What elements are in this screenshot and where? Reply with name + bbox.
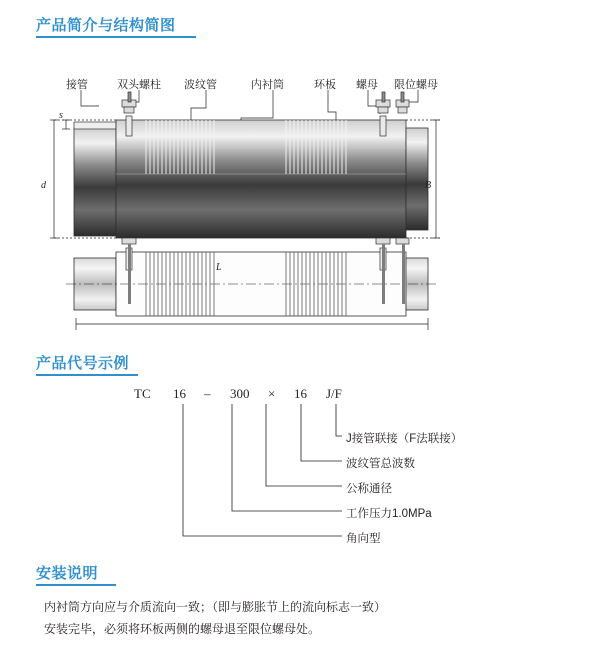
section-underline-code (36, 374, 138, 376)
callout-label-neichentong: 内衬筒 (251, 79, 284, 91)
dim-label-B: B (425, 180, 432, 191)
section-title-intro: 产品简介与结构简图 (36, 17, 176, 34)
code-token-times: × (268, 386, 276, 401)
section-underline-intro (36, 36, 196, 38)
code-token-300: 300 (230, 386, 250, 401)
code-note-bowen-bo-shu: 波纹管总波数 (346, 458, 415, 470)
code-note-gongcheng-tongjing: 公称通径 (346, 483, 392, 495)
dim-label-s: s (59, 110, 63, 121)
structure-diagram (36, 62, 566, 332)
code-note-gongzuo-yali: 工作压力1.0MPa (346, 508, 432, 520)
structure-diagram-svg (36, 62, 566, 332)
callout-label-luomu: 螺母 (356, 79, 378, 91)
code-note-jieguan-lianjie: J接管联接（F法联接） (346, 433, 463, 445)
callout-label-huanban: 环板 (314, 79, 336, 91)
install-line-1: 内衬筒方向应与介质流向一致；（即与膨胀节上的流向标志一致） (44, 600, 387, 614)
callout-label-bowenguan: 波纹管 (184, 79, 217, 91)
code-token-dash: – (204, 386, 211, 401)
section-title-code: 产品代号示例 (36, 355, 130, 372)
code-note-jiaoxiang-xing: 角向型 (346, 533, 381, 545)
dim-label-L: L (216, 262, 222, 273)
code-token-tc: TC (134, 386, 151, 401)
install-instructions (44, 598, 564, 642)
product-code-diagram (36, 382, 566, 545)
code-token-16a: 16 (173, 386, 186, 401)
callout-label-xianwei-luomu: 限位螺母 (394, 79, 438, 91)
section-underline-install (36, 584, 116, 586)
code-token-jf: J/F (326, 386, 342, 401)
product-code-leader-lines (36, 382, 566, 552)
dim-label-d: d (41, 180, 46, 191)
callout-label-shuangtou-luozhu: 双头螺柱 (117, 79, 161, 91)
callout-label-jieguan: 接管 (66, 79, 88, 91)
code-token-16b: 16 (294, 386, 307, 401)
install-line-2: 安装完毕，必须将环板两侧的螺母退至限位螺母处。 (44, 622, 321, 636)
section-title-install: 安装说明 (36, 565, 99, 582)
